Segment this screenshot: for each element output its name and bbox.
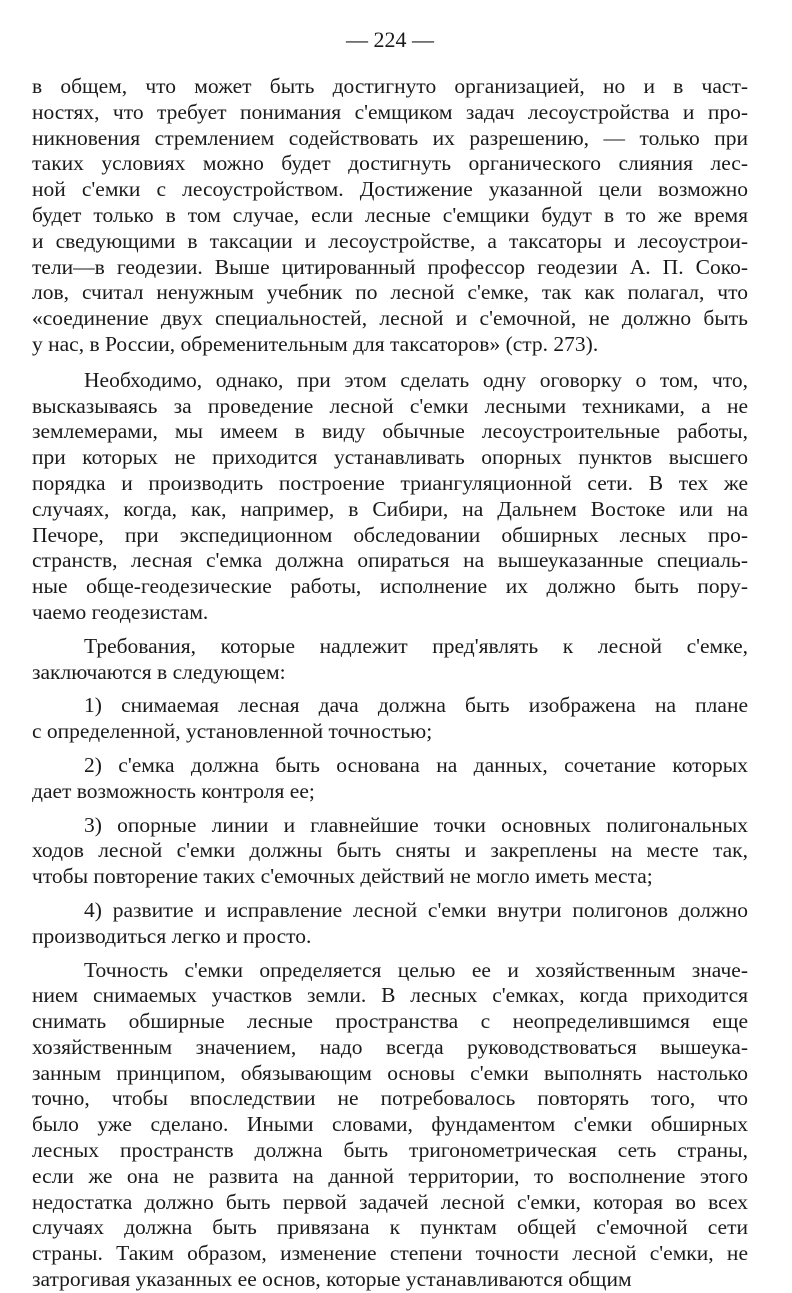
text-line: нием снимаемых участков земли. В лесных с'емках, когда приходится: [32, 983, 748, 1008]
text-line: 3) опорные линии и главнейшие точки основных полигональных: [84, 812, 748, 837]
paragraph-gap: [32, 685, 748, 693]
text-line: в общем, что может быть достигнуто организацией, но и в част-: [32, 74, 748, 98]
text-line: было уже сделано. Иными словами, фундаментом с'емки обширных: [32, 1112, 748, 1137]
text-line: и сведующими в таксации и лесоустройстве, а таксаторы и лесоустрои-: [32, 228, 748, 253]
text-line: 1) снимаемая лесная дача должна быть изображена на плане: [84, 693, 748, 718]
text-line: случаях должна быть привязана к пунктам общей с'емочной сети: [32, 1215, 748, 1240]
text-line: у нас, в России, обременительным для таксаторов» (стр. 273).: [32, 331, 599, 356]
text-line: лесных пространств должна быть тригонометрическая сеть страны,: [32, 1138, 748, 1163]
text-line: при которых не приходится устанавливать опорных пунктов высшего: [32, 445, 748, 470]
paragraph: [32, 813, 748, 890]
paragraph-gap: [32, 805, 748, 813]
text-line: занным принципом, обязывающим основы с'емки выполнять настолько: [32, 1060, 748, 1085]
paragraph-gap: [32, 950, 748, 958]
text-line: порядка и производить построение триангуляционной сети. В тех же: [32, 470, 748, 495]
text-line: Точность с'емки определяется целью ее и хозяйственным значе-: [84, 957, 748, 982]
text-line: ходов лесной с'емки должны быть сняты и закреплены на месте так,: [32, 838, 748, 863]
text-line: страны. Таким образом, изменение степени точности лесной с'емки, не: [32, 1241, 748, 1266]
text-line: Требования, которые надлежит пред'являть к лесной с'емке,: [84, 633, 748, 658]
paragraph: [32, 74, 748, 358]
paragraph-gap: [32, 890, 748, 898]
text-line: «соединение двух специальностей, лесной и с'емочной, не должно быть: [32, 306, 748, 331]
text-line: дает возможность контроля ее;: [32, 778, 315, 803]
text-line: 4) развитие и исправление лесной с'емки внутри полигонов должно: [84, 897, 748, 922]
text-line: точно, чтобы впоследствии не потребовалось повторять того, что: [32, 1086, 748, 1111]
paragraph: [32, 753, 748, 805]
text-line: никновения стремлением содействовать их разрешению, — только при: [32, 125, 748, 150]
text-line: ные обще-геодезические работы, исполнение их должно быть пору-: [32, 574, 748, 599]
text-line: случаях, когда, как, например, в Сибири, на Дальнем Востоке или на: [32, 496, 748, 521]
text-line: с определенной, установленной точностью;: [32, 719, 433, 744]
text-line: ностях, что требует понимания с'емщиком задач лесоустройства и про-: [32, 99, 748, 124]
paragraph-gap: [32, 626, 748, 634]
text-line: высказываясь за проведение лесной с'емки лесными техниками, а не: [32, 393, 748, 418]
paragraph: [32, 634, 748, 686]
text-line: 2) с'емка должна быть основана на данных, сочетание которых: [84, 752, 748, 777]
paragraph: [32, 958, 748, 1293]
text-line: недостатка должно быть первой задачей лесной с'емки, которая во всех: [32, 1189, 748, 1214]
page-number: — 224 —: [346, 27, 434, 52]
text-line: будет только в том случае, если лесные с'емщики будут в то же время: [32, 202, 748, 227]
text-line: затрогивая указанных ее основ, которые устанавливаются общим: [32, 1267, 632, 1292]
text-line: чаемо геодезистам.: [32, 599, 209, 624]
paragraph-gap: [32, 358, 748, 368]
text-line: таких условиях можно будет достигнуть органического слияния лес-: [32, 151, 748, 176]
text-line: заключаются в следующем:: [32, 659, 286, 684]
paragraph: [32, 693, 748, 745]
text-line: Печоре, при экспедиционном обследовании обширных лесных про-: [32, 522, 748, 547]
paragraph: [32, 898, 748, 950]
text-line: снимать обширные лесные пространства с неопределившимся еще: [32, 1009, 748, 1034]
text-line: тели—в геодезии. Выше цитированный профессор геодезии А. П. Соко-: [32, 254, 748, 279]
paragraph-gap: [32, 745, 748, 753]
text-line: Необходимо, однако, при этом сделать одну оговорку о том, что,: [84, 367, 748, 392]
text-line: хозяйственным значением, надо всегда руководствоваться вышеука-: [32, 1034, 748, 1059]
book-page: [32, 0, 748, 1293]
text-body: [32, 74, 748, 1293]
text-line: странств, лесная с'емка должна опираться на вышеуказанные специаль-: [32, 548, 748, 573]
text-line: производиться легко и просто.: [32, 923, 312, 948]
text-line: если же она не развита на данной территории, то восполнение этого: [32, 1163, 748, 1188]
text-line: чтобы повторение таких с'емочных действий не могло иметь места;: [32, 864, 653, 889]
text-line: землемерами, мы имеем в виду обычные лесоустроительные работы,: [32, 419, 748, 444]
paragraph: [32, 368, 748, 626]
text-line: ной с'емки с лесоустройством. Достижение указанной цели возможно: [32, 177, 748, 202]
text-line: лов, считал ненужным учебник по лесной с'емке, так как полагал, что: [32, 280, 748, 305]
